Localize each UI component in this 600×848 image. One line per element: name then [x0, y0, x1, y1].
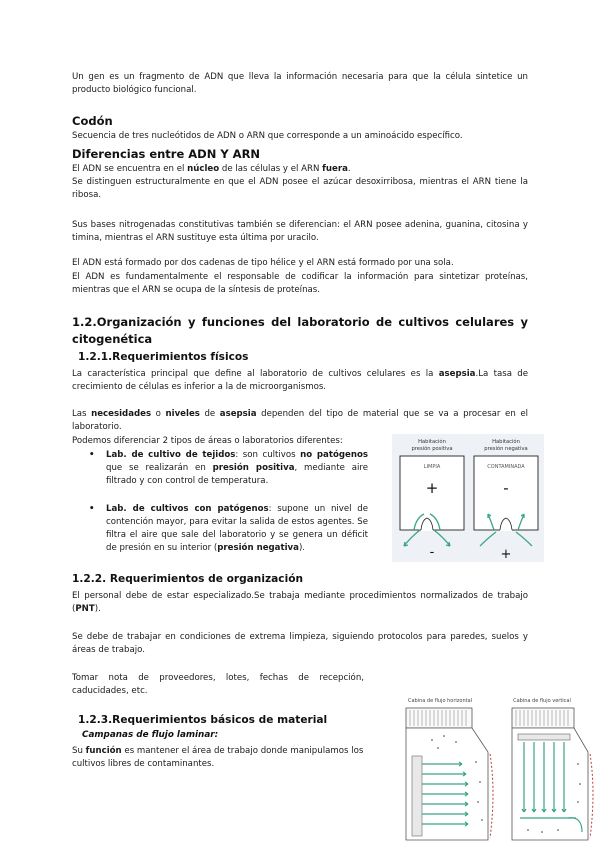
differences-p2: Se distinguen estructuralmente en que el ADN posee el azúcar desoxirribosa, mientras el ARN tiene la ribosa.: [72, 177, 528, 201]
bold-lab-patogenos: Lab. de cultivos con patógenos: [106, 503, 269, 514]
left-outer-sign: -: [429, 545, 435, 560]
bold-presion-negativa: presión negativa: [217, 543, 299, 554]
differences-p3: Sus bases nitrogenadas constitutivas también se diferencian: el ARN posee adenina, guanina, citosina y timina, mientras el ARN sustituye esta última por uracilo.: [72, 220, 528, 244]
text-span: : supone un nivel de contención mayor, para evitar la salida de estos agentes. Se filtra el aire que sale del laboratorio y se genera un déficit de presión en su interior (: [106, 503, 368, 554]
list-item-tissue-lab: [106, 449, 368, 489]
physical-req-p1: [72, 368, 528, 394]
text-span: El personal debe de estar especializado.Se trabaja mediante procedimientos normalizados de trabajo (: [72, 591, 528, 615]
vertical-cabinet-icon: [512, 708, 593, 840]
vertical-cabinet-title: Cabina de flujo vertical: [513, 698, 571, 704]
horizontal-cabinet-icon: [406, 708, 493, 840]
material-p1: [72, 745, 372, 771]
right-inner-sign: -: [503, 479, 509, 497]
text-span: es mantener el área de trabajo donde manipulamos los cultivos libres de contaminantes.: [72, 746, 364, 770]
right-room-title-1: Habitación: [492, 439, 520, 445]
laminar-flow-cabinets-figure: [392, 692, 598, 848]
section-1-2-3-heading: 1.2.3.Requerimientos básicos de material: [78, 714, 328, 726]
list-item-pathogen-lab: [106, 503, 368, 556]
bold-asepsia: asepsia: [438, 369, 476, 379]
left-room-title-1: Habitación: [418, 439, 446, 445]
section-1-2-1-heading: 1.2.1.Requerimientos físicos: [78, 351, 249, 363]
text-span: .La tasa de crecimiento de células es inferior a la de microorganismos.: [72, 369, 529, 393]
bold-asepsia-2: asepsia: [219, 409, 257, 419]
text-span: El ADN se encuentra en el: [72, 164, 188, 174]
bold-niveles: niveles: [165, 409, 200, 419]
text-span: Su: [72, 746, 86, 756]
pressure-rooms-figure: [392, 434, 544, 562]
section-1-2-2-heading: 1.2.2. Requerimientos de organización: [72, 573, 304, 585]
text-span: ).: [298, 543, 306, 554]
text-span: de las células y el ARN: [219, 164, 323, 174]
lab-types-list: [106, 449, 368, 555]
bold-lab-tejidos: Lab. de cultivo de tejidos: [106, 450, 236, 460]
intro-paragraph: [72, 71, 528, 97]
differences-heading: Diferencias entre ADN Y ARN: [72, 147, 261, 161]
text-span: de: [199, 409, 220, 419]
bold-pnt: PNT: [75, 604, 95, 615]
text-span: La característica principal que define al laboratorio de cultivos celulares es la: [72, 369, 439, 379]
bold-presion-positiva: presión positiva: [212, 463, 295, 474]
organization-p3: Tomar nota de proveedores, lotes, fechas de recepción, caducidades, etc.: [72, 673, 364, 697]
right-outer-sign: +: [500, 547, 512, 562]
bold-necesidades: necesidades: [91, 409, 152, 419]
text-span: .: [347, 164, 351, 174]
differences-p4: El ADN está formado por dos cadenas de tipo hélice y el ARN está formado por una sola.: [72, 258, 454, 268]
text-span: o: [151, 409, 166, 419]
bold-nucleo: núcleo: [187, 164, 220, 174]
text-span: , mediante aire filtrado y con control de temperatura.: [106, 463, 368, 487]
text-span: ).: [94, 604, 101, 615]
clean-label: LIMPIA: [423, 464, 441, 470]
text-span: : son cultivos: [235, 450, 301, 460]
contaminated-label: CONTAMINADA: [487, 464, 525, 470]
text-span: que se realizarán en: [106, 463, 213, 474]
bold-fuera: fuera: [322, 164, 348, 174]
text-span: Las: [72, 409, 92, 419]
organization-p2: Se debe de trabajar en condiciones de extrema limpieza, siguiendo protocolos para paredes, suelos y áreas de trabajo.: [72, 632, 528, 656]
differences-p1: [72, 163, 528, 176]
physical-req-p3: Podemos diferenciar 2 tipos de áreas o laboratorios diferentes:: [72, 436, 343, 446]
physical-req-p2: [72, 408, 528, 434]
intro-text: Un gen es un fragmento de ADN que lleva la información necesaria para que la célula sintetice un producto biológico funcional.: [72, 72, 528, 96]
laminar-flow-subheading: Campanas de flujo laminar:: [82, 730, 219, 740]
section-1-2-heading: 1.2.Organización y funciones del laboratorio de cultivos celulares y citogenética: [72, 315, 528, 346]
horizontal-cabinet-title: Cabina de flujo horizontal: [407, 698, 473, 704]
left-room-title-2: presión positiva: [411, 446, 453, 452]
differences-p5: El ADN es fundamentalmente el responsable de codificar la información para sintetizar proteínas, mientras que el ARN se ocupa de la síntesis de proteínas.: [72, 272, 528, 296]
organization-p1: [72, 590, 528, 616]
codon-heading: Codón: [72, 114, 113, 128]
right-room-title-2: presión negativa: [484, 446, 528, 452]
codon-definition: Secuencia de tres nucleótidos de ADN o ARN que corresponde a un aminoácido específico.: [72, 131, 463, 141]
bold-funcion: función: [85, 746, 122, 756]
left-inner-sign: +: [425, 479, 439, 497]
bold-no-patogenos: no patógenos: [300, 450, 368, 460]
text-span: dependen del tipo de material que se va a procesar en el laboratorio.: [72, 409, 529, 433]
